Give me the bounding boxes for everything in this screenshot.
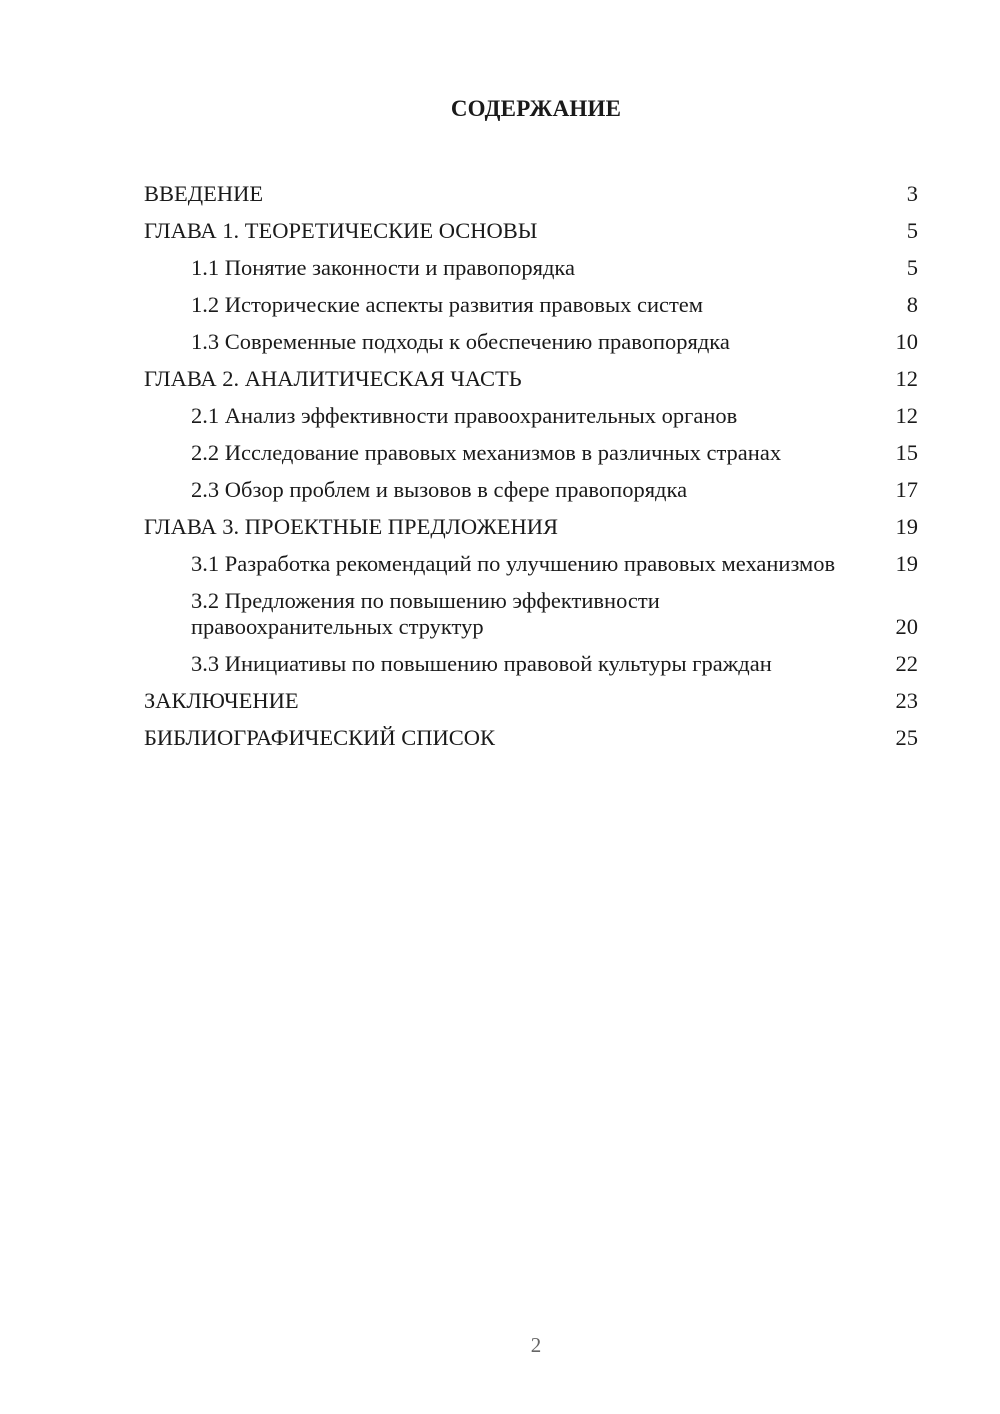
toc-entry-label: ВВЕДЕНИЕ bbox=[144, 181, 264, 206]
toc-entry-page: 12 bbox=[895, 366, 918, 391]
toc-entry-label: ГЛАВА 2. АНАЛИТИЧЕСКАЯ ЧАСТЬ bbox=[144, 366, 522, 391]
toc-entry-label: 2.1 Анализ эффективности правоохранительных органов bbox=[191, 403, 738, 428]
toc-entry-section-3-1 bbox=[144, 540, 918, 577]
toc-entry-page: 8 bbox=[906, 292, 918, 317]
toc-entry-section-2-1 bbox=[144, 392, 918, 429]
toc-entry-label: 1.3 Современные подходы к обеспечению правопорядка bbox=[191, 329, 730, 354]
toc-entry-label: 1.1 Понятие законности и правопорядка bbox=[191, 255, 575, 280]
toc-entry-label: 3.1 Разработка рекомендаций по улучшению правовых механизмов bbox=[191, 551, 836, 576]
toc-entry-section-3-2 bbox=[144, 577, 918, 640]
toc-entry-chapter-2 bbox=[144, 355, 918, 392]
toc-entry-label: ГЛАВА 1. ТЕОРЕТИЧЕСКИЕ ОСНОВЫ bbox=[144, 218, 538, 243]
toc-entry-page: 15 bbox=[895, 440, 918, 465]
toc-entry-page: 19 bbox=[895, 514, 918, 539]
toc-entry-page: 17 bbox=[895, 477, 918, 502]
toc-entry-introduction bbox=[144, 170, 918, 207]
toc-entry-chapter-3 bbox=[144, 503, 918, 540]
toc-entry-label: 2.2 Исследование правовых механизмов в различных странах bbox=[191, 440, 782, 465]
toc-entry-section-3-3 bbox=[144, 640, 918, 677]
toc-entry-page: 10 bbox=[895, 329, 918, 354]
toc-entry-page: 20 bbox=[895, 614, 918, 639]
toc-entry-page: 12 bbox=[895, 403, 918, 428]
toc-entry-page: 3 bbox=[906, 181, 918, 206]
toc-entry-label: 3.3 Инициативы по повышению правовой культуры граждан bbox=[191, 651, 772, 676]
toc-entry-section-1-2 bbox=[144, 281, 918, 318]
toc-entry-label: 1.2 Исторические аспекты развития правовых систем bbox=[191, 292, 704, 317]
toc-entry-label: ЗАКЛЮЧЕНИЕ bbox=[144, 688, 299, 713]
toc-entry-page: 5 bbox=[906, 218, 918, 243]
toc-entry-page: 22 bbox=[895, 651, 918, 676]
toc-entry-conclusion bbox=[144, 677, 918, 714]
toc-entry-section-2-3 bbox=[144, 466, 918, 503]
toc-entry-label: 2.3 Обзор проблем и вызовов в сфере правопорядка bbox=[191, 477, 688, 502]
toc-entry-section-1-3 bbox=[144, 318, 918, 355]
toc-entry-page: 19 bbox=[895, 551, 918, 576]
toc-entry-label: 3.2 Предложения по повышению эффективности правоохранительных структур bbox=[191, 588, 660, 639]
page-number: 2 bbox=[530, 1333, 542, 1357]
table-of-contents bbox=[144, 170, 918, 751]
toc-entry-chapter-1 bbox=[144, 207, 918, 244]
toc-entry-label: ГЛАВА 3. ПРОЕКТНЫЕ ПРЕДЛОЖЕНИЯ bbox=[144, 514, 559, 539]
toc-entry-bibliography bbox=[144, 714, 918, 751]
toc-entry-page: 25 bbox=[895, 725, 918, 750]
toc-title: СОДЕРЖАНИЕ bbox=[450, 96, 622, 121]
toc-entry-label: БИБЛИОГРАФИЧЕСКИЙ СПИСОК bbox=[144, 725, 496, 750]
toc-entry-section-1-1 bbox=[144, 244, 918, 281]
toc-entry-page: 23 bbox=[895, 688, 918, 713]
toc-entry-page: 5 bbox=[906, 255, 918, 280]
toc-entry-section-2-2 bbox=[144, 429, 918, 466]
